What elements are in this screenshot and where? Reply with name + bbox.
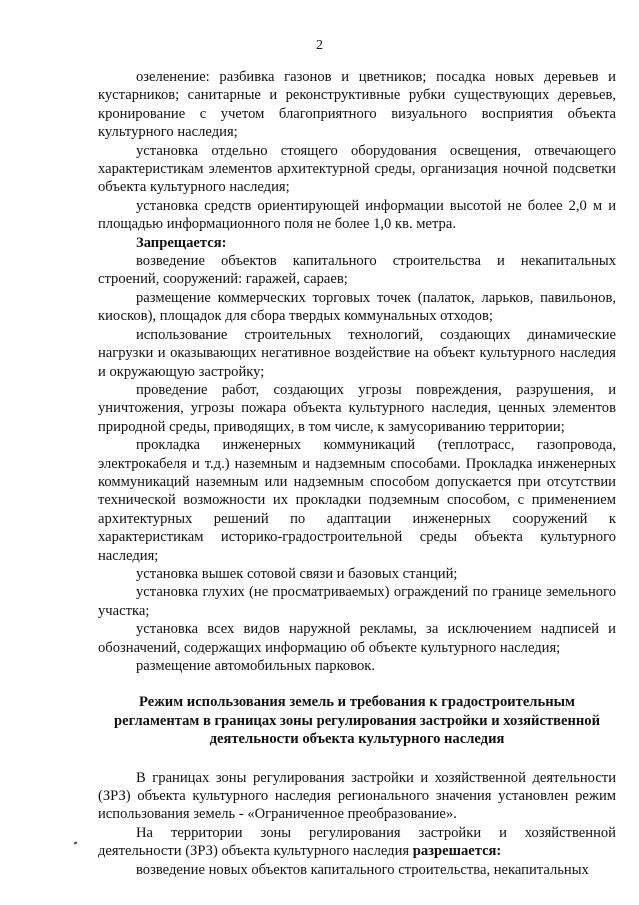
permitted-text: На территории зоны регулирования застройки и хозяйственной деятельности (ЗРЗ) объекта культурного наследия [98,824,616,860]
paragraph-lighting: установка отдельно стоящего оборудования освещения, отвечающего характеристикам элементов архитектурной среды, организация ночной подсветки объекта культурного наследия; [98,142,616,196]
prohibited-item: прокладка инженерных коммуникаций (теплотрасс, газопровода, электрокабеля и т.д.) наземным и надземным способами. Прокладка инженерных коммуникаций наземным или надземным способом допускается при отсутствии технической возможности их прокладки подземным способом, с применением архитектурных решений по адаптации инженерных сооружений к характеристикам историко-градостроительной среды объекта культурного наследия; [98,437,616,564]
prohibited-item: возведение объектов капитального строительства и некапитальных строений, сооружений: гаражей, сараев; [98,253,616,288]
section-paragraph-regime: В границах зоны регулирования застройки и хозяйственной деятельности (ЗРЗ) объекта культурного наследия регионального значения установлен режим использования земель - «Ограниченное преобразование». [98,769,616,823]
permitted-label: разрешается: [412,843,502,860]
section-paragraph-permitted [98,824,616,861]
page-number: 2 [316,38,323,53]
document-body [98,68,616,879]
section-paragraph-construction: возведение новых объектов капитального строительства, некапитальных [136,861,589,878]
paragraph-signage: установка средств ориентирующей информации высотой не более 2,0 м и площадью информационного поля не более 1,0 кв. метра. [98,197,616,233]
scan-speck [74,841,78,844]
prohibited-item: размещение коммерческих торговых точек (палаток, ларьков, павильонов, киосков), площадок для сбора твердых коммунальных отходов; [98,289,616,325]
prohibited-label: Запрещается: [136,234,227,251]
prohibited-item: использование строительных технологий, создающих динамические нагрузки и оказывающих негативное воздействие на объект культурного наследия и окружающую застройку; [98,326,616,380]
prohibited-item: размещение автомобильных парковок. [136,658,376,674]
paragraph-landscaping: озеленение: разбивка газонов и цветников; посадка новых деревьев и кустарников; санитарные и реконструктивные рубки существующих деревьев, кронирование с учетом благоприятного визуального восприятия объекта культурного наследия; [98,69,616,141]
prohibited-item: установка всех видов наружной рекламы, за исключением надписей и обозначений, содержащих информацию об объекте культурного наследия; [98,621,616,656]
section-heading: Режим использования земель и требования к градостроительным регламентам в границах зоны регулирования застройки и хозяйственной деятельности объекта культурного наследия [114,694,600,748]
prohibited-item: установка вышек сотовой связи и базовых станций; [136,565,458,582]
prohibited-item: установка глухих (не просматриваемых) ограждений по границе земельного участка; [98,584,616,619]
prohibited-item: проведение работ, создающих угрозы повреждения, разрушения, и уничтожения, угрозы пожара объекта культурного наследия, ценных элементов природной среды, приводящих, в том числе, к замусориванию территории; [98,381,616,435]
